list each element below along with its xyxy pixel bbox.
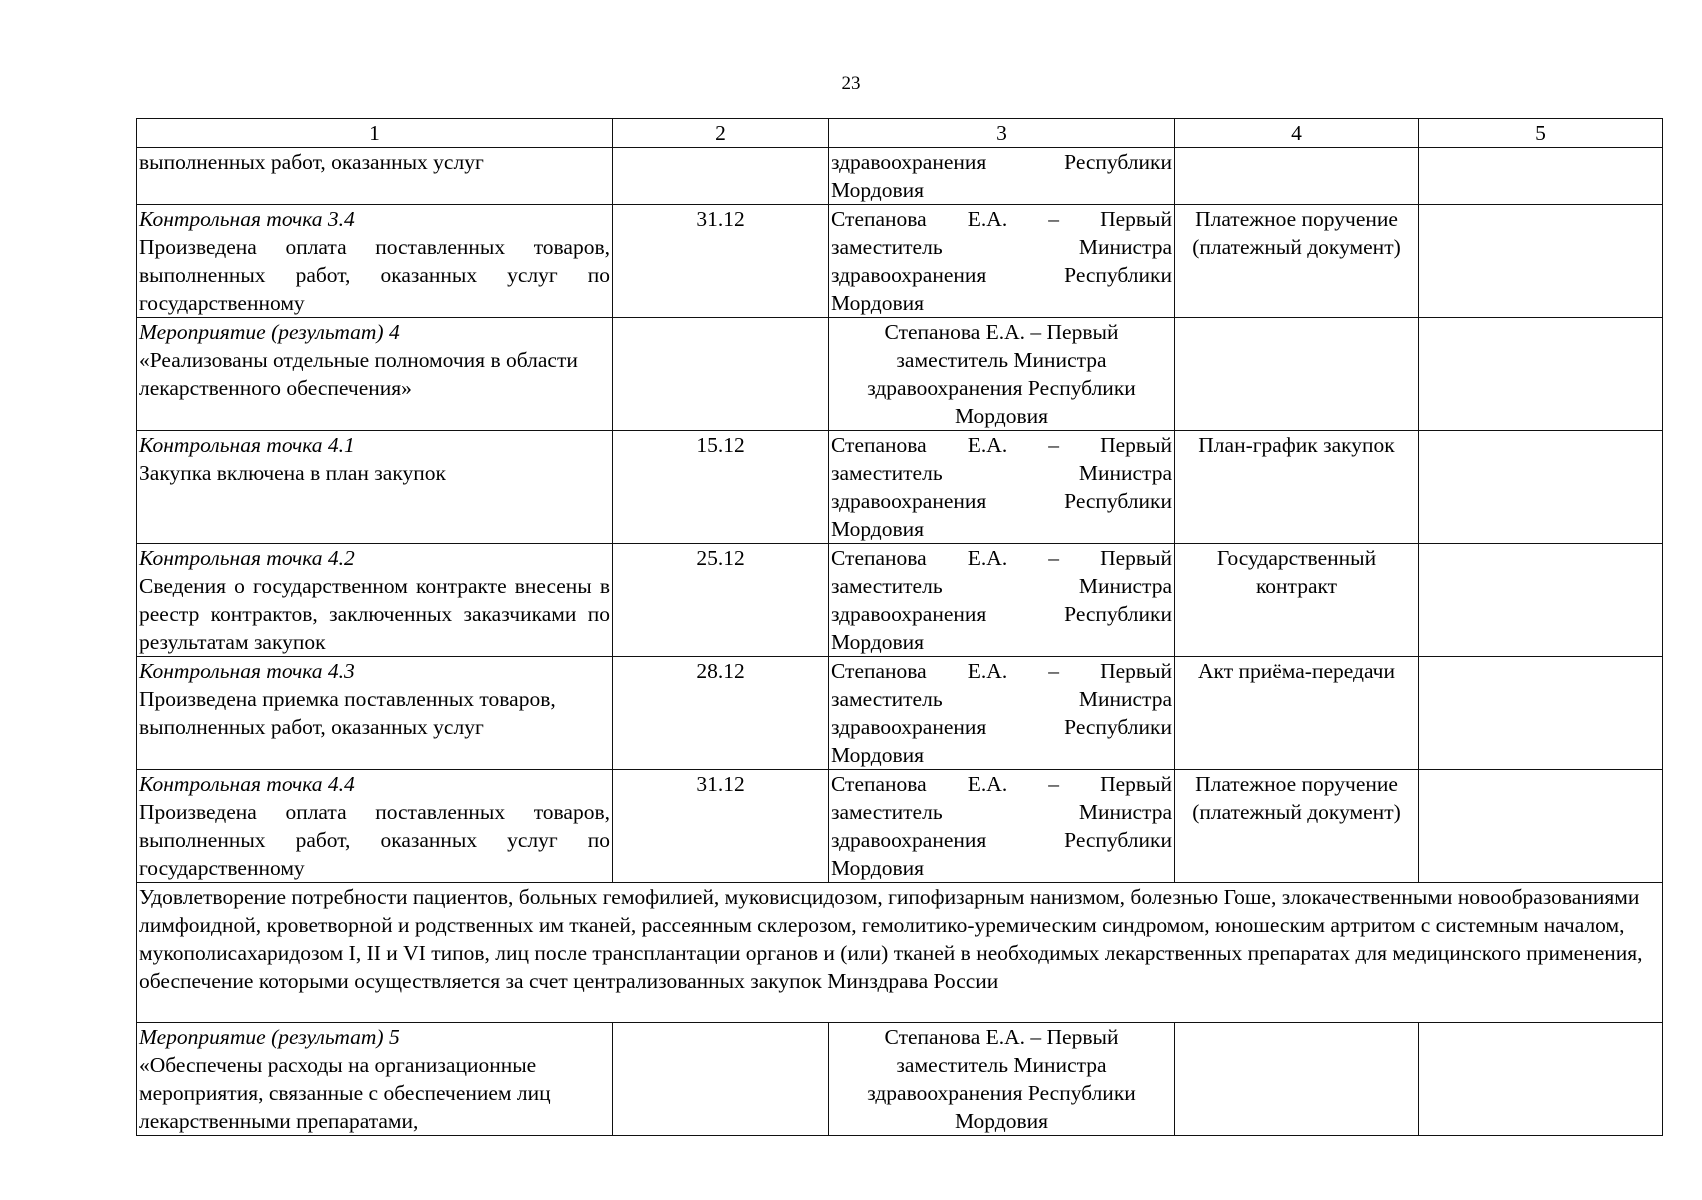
plan-table	[136, 118, 1663, 1136]
deadline-cell: 28.12	[613, 657, 829, 770]
responsible-text: здравоохранения Республики Мордовия	[831, 150, 1172, 202]
document-cell: Платежное поручение (платежный документ)	[1175, 205, 1419, 318]
activity-cell	[137, 1023, 613, 1136]
extra-cell	[1419, 544, 1663, 657]
column-header: 5	[1419, 119, 1663, 148]
activity-text: «Обеспечены расходы на организационные мероприятия, связанные с обеспечением лиц лекарственными препаратами,	[139, 1053, 551, 1133]
deadline-cell	[613, 318, 829, 431]
column-header: 3	[829, 119, 1175, 148]
extra-cell	[1419, 657, 1663, 770]
deadline-cell: 31.12	[613, 205, 829, 318]
activity-text: Сведения о государственном контракте внесены в реестр контрактов, заключенных заказчиками по результатам закупок	[139, 574, 610, 654]
responsible-text: Степанова Е.А. – Первый заместитель Министра здравоохранения Республики Мордовия	[831, 546, 1172, 654]
section-cell	[137, 883, 1663, 1023]
table-row	[137, 431, 1663, 544]
activity-title: Мероприятие (результат) 4	[139, 320, 400, 344]
column-header: 2	[613, 119, 829, 148]
table-row	[137, 318, 1663, 431]
activity-title: Мероприятие (результат) 5	[139, 1025, 400, 1049]
responsible-text: Степанова Е.А. – Первый заместитель Министра здравоохранения Республики Мордовия	[867, 1025, 1136, 1133]
responsible-text: Степанова Е.А. – Первый заместитель Министра здравоохранения Республики Мордовия	[867, 320, 1136, 428]
extra-cell	[1419, 431, 1663, 544]
activity-title: Контрольная точка 3.4	[139, 207, 355, 231]
responsible-cell	[829, 770, 1175, 883]
table-row	[137, 205, 1663, 318]
responsible-cell	[829, 318, 1175, 431]
responsible-text: Степанова Е.А. – Первый заместитель Министра здравоохранения Республики Мордовия	[831, 772, 1172, 880]
activity-text: Произведена приемка поставленных товаров, выполненных работ, оказанных услуг	[139, 687, 556, 739]
activity-cell	[137, 657, 613, 770]
page-number: 23	[841, 73, 861, 94]
activity-cell	[137, 148, 613, 205]
activity-cell	[137, 544, 613, 657]
document-cell	[1175, 148, 1419, 205]
responsible-cell	[829, 205, 1175, 318]
activity-text: Произведена оплата поставленных товаров, выполненных работ, оказанных услуг по государственному	[139, 235, 610, 315]
responsible-text: Степанова Е.А. – Первый заместитель Министра здравоохранения Республики Мордовия	[831, 207, 1172, 315]
activity-text: выполненных работ, оказанных услуг	[139, 150, 484, 174]
table-row	[137, 148, 1663, 205]
activity-text: Произведена оплата поставленных товаров, выполненных работ, оказанных услуг по государственному	[139, 800, 610, 880]
activity-title: Контрольная точка 4.1	[139, 433, 355, 457]
responsible-cell	[829, 431, 1175, 544]
activity-title: Контрольная точка 4.3	[139, 659, 355, 683]
activity-cell	[137, 770, 613, 883]
header-row	[137, 119, 1663, 148]
column-header: 1	[137, 119, 613, 148]
responsible-text: Степанова Е.А. – Первый заместитель Министра здравоохранения Республики Мордовия	[831, 659, 1172, 767]
document-cell	[1175, 318, 1419, 431]
document-cell: Акт приёма-передачи	[1175, 657, 1419, 770]
column-header: 4	[1175, 119, 1419, 148]
section-text: Удовлетворение потребности пациентов, больных гемофилией, муковисцидозом, гипофизарным нанизмом, болезнью Гоше, злокачественными новообразованиями лимфоидной, кроветворной и родственных им тканей, рассеянным склерозом, гемолитико-уремическим синдромом, юношеским артритом с системным началом, мукополисахаридозом I, II и VI типов, лиц после трансплантации органов и (или) тканей в необходимых лекарственных препаратах для медицинского применения, обеспечение которыми осуществляется за счет централизованных закупок Минздрава России	[139, 885, 1643, 993]
responsible-cell	[829, 657, 1175, 770]
section-row	[137, 883, 1663, 1023]
document-cell	[1175, 1023, 1419, 1136]
extra-cell	[1419, 770, 1663, 883]
activity-title: Контрольная точка 4.4	[139, 772, 355, 796]
activity-text: «Реализованы отдельные полномочия в области лекарственного обеспечения»	[139, 348, 578, 400]
activity-cell	[137, 318, 613, 431]
document-cell: План-график закупок	[1175, 431, 1419, 544]
deadline-cell: 31.12	[613, 770, 829, 883]
activity-cell	[137, 205, 613, 318]
document-cell: Платежное поручение (платежный документ)	[1175, 770, 1419, 883]
responsible-cell	[829, 1023, 1175, 1136]
deadline-cell: 25.12	[613, 544, 829, 657]
responsible-text: Степанова Е.А. – Первый заместитель Министра здравоохранения Республики Мордовия	[831, 433, 1172, 541]
extra-cell	[1419, 205, 1663, 318]
table-row	[137, 770, 1663, 883]
deadline-cell	[613, 1023, 829, 1136]
document-cell: Государственный контракт	[1175, 544, 1419, 657]
table-row	[137, 544, 1663, 657]
activity-title: Контрольная точка 4.2	[139, 546, 355, 570]
extra-cell	[1419, 318, 1663, 431]
extra-cell	[1419, 1023, 1663, 1136]
activity-cell	[137, 431, 613, 544]
deadline-cell: 15.12	[613, 431, 829, 544]
responsible-cell	[829, 544, 1175, 657]
table-row	[137, 1023, 1663, 1136]
extra-cell	[1419, 148, 1663, 205]
table-row	[137, 657, 1663, 770]
deadline-cell	[613, 148, 829, 205]
responsible-cell	[829, 148, 1175, 205]
activity-text: Закупка включена в план закупок	[139, 461, 446, 485]
